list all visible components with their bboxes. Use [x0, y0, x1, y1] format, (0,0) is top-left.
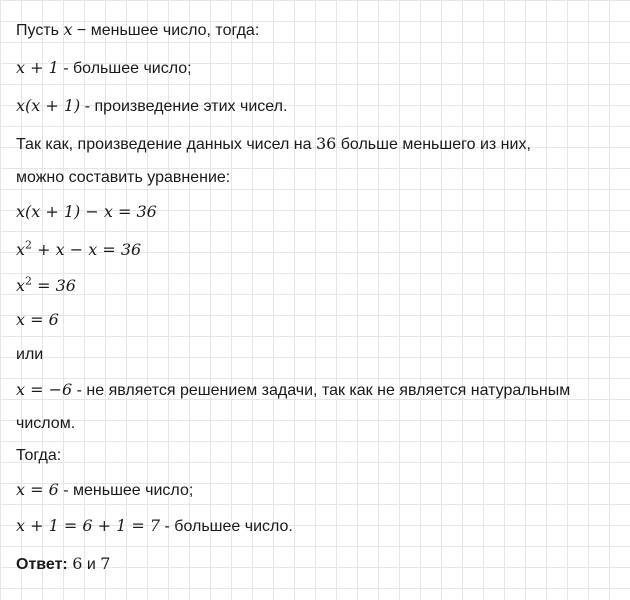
line-let: [16, 20, 259, 41]
math-eq3-rest: = 36: [32, 276, 76, 296]
text-since: Так как, произведение данных чисел на: [16, 136, 316, 153]
text-equation-intro: можно составить уравнение:: [16, 169, 231, 186]
math-product: x(x + 1): [16, 96, 81, 115]
math-eq3-base: x: [16, 276, 26, 296]
text-let: Пусть: [16, 22, 59, 39]
math-eq2-rest: + x − x = 36: [32, 240, 142, 260]
answer-and: и: [82, 556, 101, 573]
line-eq2: [16, 236, 141, 261]
math-eq2-exp: 2: [25, 239, 33, 252]
text-smaller-then: − меньшее число, тогда:: [72, 22, 260, 39]
math-eq2: [16, 240, 141, 259]
line-or: [16, 345, 43, 365]
text-or: или: [16, 346, 44, 363]
line-neg: [16, 380, 570, 401]
text-then: Тогда:: [16, 447, 62, 464]
line-answer: [16, 554, 110, 575]
math-eq3: [16, 276, 76, 295]
math-eq2-base: x: [16, 240, 26, 260]
math-36: 36: [315, 134, 337, 153]
line-eq4: [16, 310, 59, 331]
line-number: [16, 414, 75, 434]
line-smaller-result: [16, 480, 193, 501]
answer-value-6: 6: [72, 554, 83, 573]
answer-value-7: 7: [100, 554, 111, 573]
text-more-than: больше меньшего из них,: [336, 136, 531, 153]
answer-label: Ответ:: [16, 556, 68, 573]
line-equation-intro: [16, 168, 230, 188]
line-larger-result: [16, 516, 293, 537]
line-since: [16, 134, 531, 155]
line-eq1: [16, 202, 157, 223]
line-product: [16, 96, 287, 117]
text-smaller-result: - меньшее число;: [58, 482, 194, 499]
math-x-plus-1: x + 1: [16, 58, 59, 77]
math-eq1: x(x + 1) − x = 36: [16, 202, 157, 221]
math-x6: x = 6: [16, 480, 59, 499]
math-x7: x + 1 = 6 + 1 = 7: [16, 516, 161, 535]
math-eq3-exp: 2: [25, 275, 33, 288]
line-eq3: [16, 272, 76, 297]
text-product: - произведение этих чисел.: [80, 98, 288, 115]
math-eq4: x = 6: [16, 310, 59, 329]
text-larger-result: - большее число.: [160, 518, 293, 535]
line-larger: [16, 58, 192, 79]
math-x: x: [63, 20, 73, 39]
math-neg6: x = −6: [16, 380, 73, 399]
text-not-solution: - не является решением задачи, так как не является натуральным: [72, 382, 571, 399]
line-then: [16, 446, 61, 466]
text-larger: - большее число;: [58, 60, 192, 77]
text-number: числом.: [16, 415, 76, 432]
